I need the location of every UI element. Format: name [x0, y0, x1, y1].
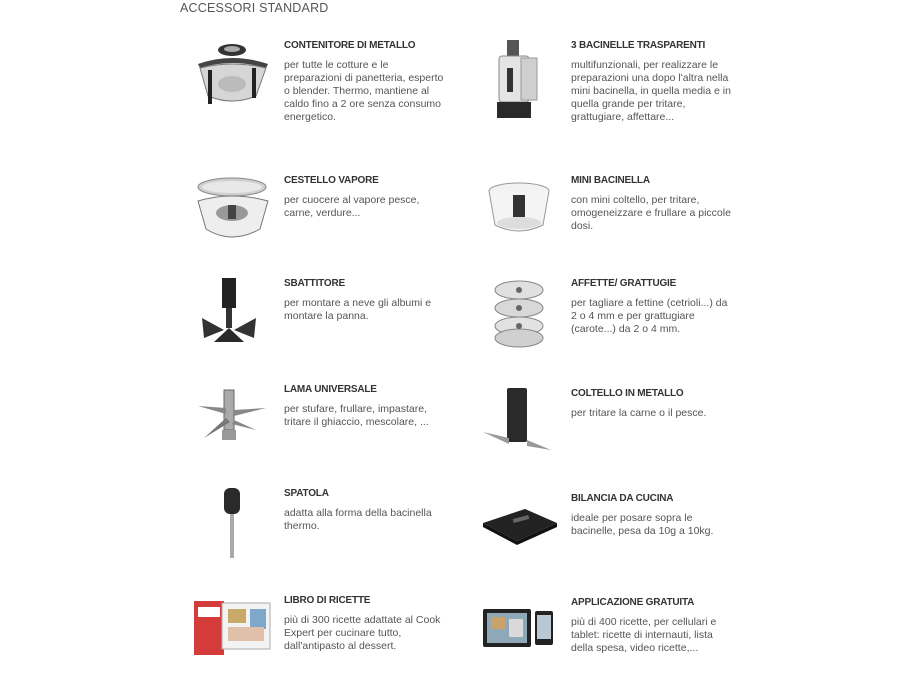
item-description: con mini coltello, per tritare, omogeneizzare e frullare a piccole dosi.: [571, 194, 731, 232]
item-name: APPLICAZIONE GRATUITA: [571, 597, 695, 608]
spatula-icon: [194, 488, 274, 568]
item-name: COLTELLO IN METALLO: [571, 388, 684, 399]
accessory-item: [481, 175, 781, 275]
item-description: per tagliare a fettine (cetrioli...) da 2 o 4 mm e per grattugiare (carote...) da 2 o 4 mm.: [571, 297, 728, 335]
steam-basket-icon: [194, 175, 274, 255]
item-description: per tritare la carne o il pesce.: [571, 407, 707, 419]
item-name: AFFETTE/ GRATTUGIE: [571, 278, 677, 289]
accessory-item: [481, 40, 781, 140]
item-name: LAMA UNIVERSALE: [284, 384, 377, 395]
accessory-item: [194, 278, 494, 378]
section-title: ACCESSORI STANDARD: [180, 1, 329, 15]
whisk-icon: [194, 278, 274, 358]
grater-discs-icon: [481, 278, 561, 358]
item-description: più di 400 ricette, per cellulari e tablet: ricette di internauti, lista della spesa, video ricette,...: [571, 616, 717, 654]
item-description: adatta alla forma della bacinella thermo.: [284, 507, 432, 532]
universal-blade-icon: [194, 384, 274, 464]
mini-bowl-icon: [481, 175, 561, 255]
item-name: 3 BACINELLE TRASPARENTI: [571, 40, 706, 51]
accessory-item: [194, 175, 494, 275]
item-description: per cuocere al vapore pesce, carne, verdure...: [284, 194, 420, 219]
metal-knife-icon: [481, 388, 561, 468]
recipe-book-icon: [194, 595, 274, 675]
metal-bowl-icon: [194, 40, 274, 120]
accessory-item: [481, 493, 781, 593]
item-description: multifunzionali, per realizzare le preparazioni una dopo l'altra nella mini bacinella, in quella media e in quella grande per tritare, grattugiare, affettare...: [571, 59, 731, 123]
accessory-item: [194, 40, 494, 140]
item-name: SPATOLA: [284, 488, 329, 499]
kitchen-scale-icon: [481, 493, 561, 573]
accessory-item: [194, 384, 494, 484]
item-description: per tutte le cotture e le preparazioni di panetteria, esperto o blender. Thermo, mantiene al caldo fino a 2 ore senza consumo energetico.: [284, 59, 444, 123]
item-name: SBATTITORE: [284, 278, 345, 289]
accessory-item: [481, 597, 781, 697]
item-description: per montare a neve gli albumi e montare la panna.: [284, 297, 432, 322]
item-description: più di 300 ricette adattate al Cook Expert per cucinare tutto, dall'antipasto al dessert.: [284, 614, 441, 652]
accessory-item: [194, 595, 494, 695]
item-name: MINI BACINELLA: [571, 175, 650, 186]
item-name: LIBRO DI RICETTE: [284, 595, 371, 606]
accessory-item: [481, 278, 781, 378]
tablet-phone-icon: [481, 597, 561, 677]
item-description: per stufare, frullare, impastare, tritare il ghiaccio, mescolare, ...: [284, 403, 429, 428]
item-name: CONTENITORE DI METALLO: [284, 40, 416, 51]
item-description: ideale per posare sopra le bacinelle, pesa da 10g a 10kg.: [571, 512, 714, 537]
accessory-item: [194, 488, 494, 588]
item-name: BILANCIA DA CUCINA: [571, 493, 674, 504]
food-processor-icon: [481, 40, 561, 120]
accessory-item: [481, 388, 781, 488]
item-name: CESTELLO VAPORE: [284, 175, 379, 186]
